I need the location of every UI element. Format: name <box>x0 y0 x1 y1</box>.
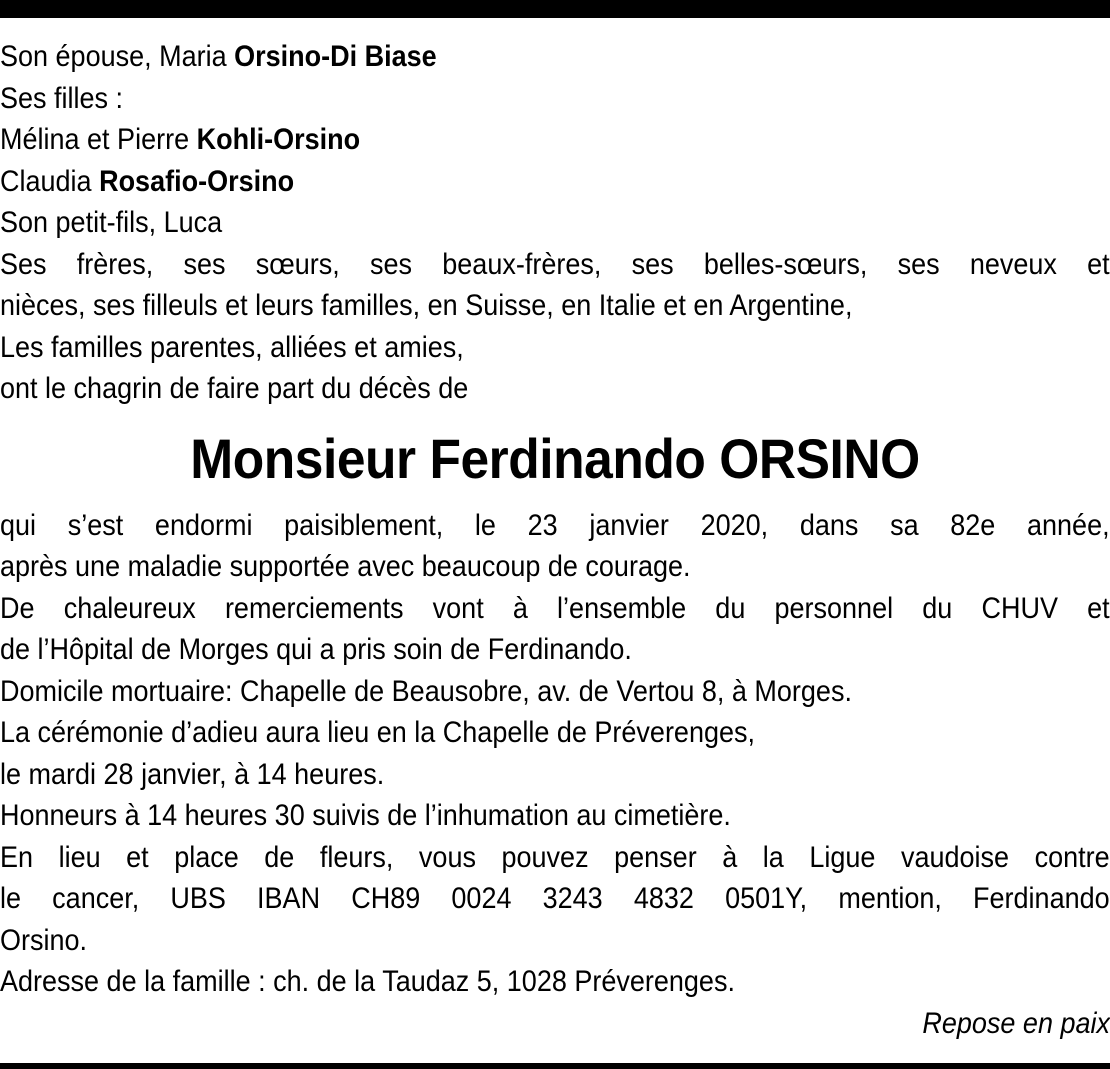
word: vous <box>418 840 476 874</box>
word: du <box>922 591 953 625</box>
word: qui <box>0 508 37 542</box>
word: lieu <box>58 840 101 874</box>
word: et <box>1087 591 1110 625</box>
daughter2-prefix: Claudia <box>0 164 100 198</box>
word: 23 <box>527 508 558 542</box>
ceremony-line-1: La cérémonie d’adieu aura lieu en la Chapelle de Préverenges, <box>0 716 756 749</box>
word: 0501Y, <box>725 882 808 915</box>
word: du <box>715 591 746 625</box>
spouse-name: Orsino-Di Biase <box>234 40 437 73</box>
word: Ses <box>0 247 47 281</box>
word: ses <box>370 247 413 281</box>
flowers-line-2 <box>0 878 1110 920</box>
word: CHUV <box>981 591 1058 625</box>
word: contre <box>1034 840 1110 874</box>
word: 0024 <box>451 882 512 915</box>
word: endormi <box>154 508 253 542</box>
word: chaleureux <box>63 591 196 625</box>
word: frères, <box>76 247 154 281</box>
word: 3243 <box>542 882 603 915</box>
word: vont <box>432 591 484 625</box>
obituary-notice <box>0 36 1110 1044</box>
word: cancer, <box>52 882 140 915</box>
daughter2-name: Rosafio-Orsino <box>99 164 295 198</box>
ceremony-line-2: le mardi 28 janvier, à 14 heures. <box>0 757 385 791</box>
siblings-line-1 <box>0 244 1110 286</box>
thanks-line-1 <box>0 588 1110 630</box>
closing-phrase: Repose en paix <box>922 1006 1110 1040</box>
word: personnel <box>774 591 894 625</box>
mortuary-line: Domicile mortuaire: Chapelle de Beausobre, av. de Vertou 8, à Morges. <box>0 674 852 708</box>
word: le <box>474 508 496 542</box>
word: paisiblement, <box>284 508 444 542</box>
thanks-line-2: de l’Hôpital de Morges qui a pris soin de Ferdinando. <box>0 633 632 666</box>
flowers-line-1 <box>0 837 1110 879</box>
word: fleurs, <box>319 840 394 874</box>
word: CH89 <box>351 882 421 915</box>
daughter1-prefix: Mélina et Pierre <box>0 123 197 156</box>
word: 4832 <box>633 882 694 915</box>
spouse-prefix: Son épouse, Maria <box>0 40 235 73</box>
deceased-name: Monsieur Ferdinando ORSINO <box>190 426 920 490</box>
word: à <box>512 591 528 625</box>
siblings-line-2: nièces, ses filleuls et leurs familles, en Suisse, en Italie et en Argentine, <box>0 289 853 322</box>
word: IBAN <box>257 882 321 915</box>
daughter1-line <box>0 119 999 161</box>
word: et <box>1087 247 1110 281</box>
bottom-rule <box>0 1063 1110 1069</box>
word: la <box>762 840 784 874</box>
word: le <box>0 882 22 915</box>
word: 2020, <box>700 508 769 542</box>
word: année, <box>1027 508 1110 542</box>
grandson-line: Son petit-fils, Luca <box>0 206 223 239</box>
word: UBS <box>170 882 226 915</box>
word: neveux <box>969 247 1057 281</box>
word: De <box>0 591 35 625</box>
relatives-line: Les familles parentes, alliées et amies, <box>0 330 464 364</box>
word: pouvez <box>501 840 589 874</box>
word: s’est <box>67 508 124 542</box>
top-rule <box>0 0 1110 18</box>
word: En <box>0 840 34 874</box>
passing-line-2: après une maladie supportée avec beaucoup de courage. <box>0 550 691 583</box>
word: dans <box>799 508 859 542</box>
word: et <box>126 840 149 874</box>
word: mention, <box>838 882 942 915</box>
word: beaux-frères, <box>442 247 602 281</box>
word: place <box>174 840 239 874</box>
word: à <box>722 840 738 874</box>
word: sœurs, <box>255 247 340 281</box>
word: penser <box>614 840 697 874</box>
passing-line-1 <box>0 505 1110 547</box>
flowers-line-3: Orsino. <box>0 923 88 957</box>
word: janvier <box>589 508 669 542</box>
address-line: Adresse de la famille : ch. de la Taudaz 5, 1028 Préverenges. <box>0 965 735 998</box>
word: ses <box>631 247 674 281</box>
word: l’ensemble <box>557 591 687 625</box>
daughter2-line <box>0 161 999 203</box>
word: vaudoise <box>900 840 1010 874</box>
word: de <box>264 840 295 874</box>
word: 82e <box>950 508 996 542</box>
honors-line: Honneurs à 14 heures 30 suivis de l’inhumation au cimetière. <box>0 799 731 832</box>
daughter1-name: Kohli-Orsino <box>196 123 361 156</box>
word: belles-sœurs, <box>703 247 868 281</box>
word: ses <box>183 247 226 281</box>
word: ses <box>897 247 940 281</box>
daughters-label: Ses filles : <box>0 81 124 115</box>
word: sa <box>890 508 919 542</box>
word: remerciements <box>224 591 404 625</box>
spouse-line <box>0 36 999 78</box>
word: Ferdinando <box>973 882 1110 915</box>
announcement-line: ont le chagrin de faire part du décès de <box>0 372 469 405</box>
word: Ligue <box>809 840 876 874</box>
